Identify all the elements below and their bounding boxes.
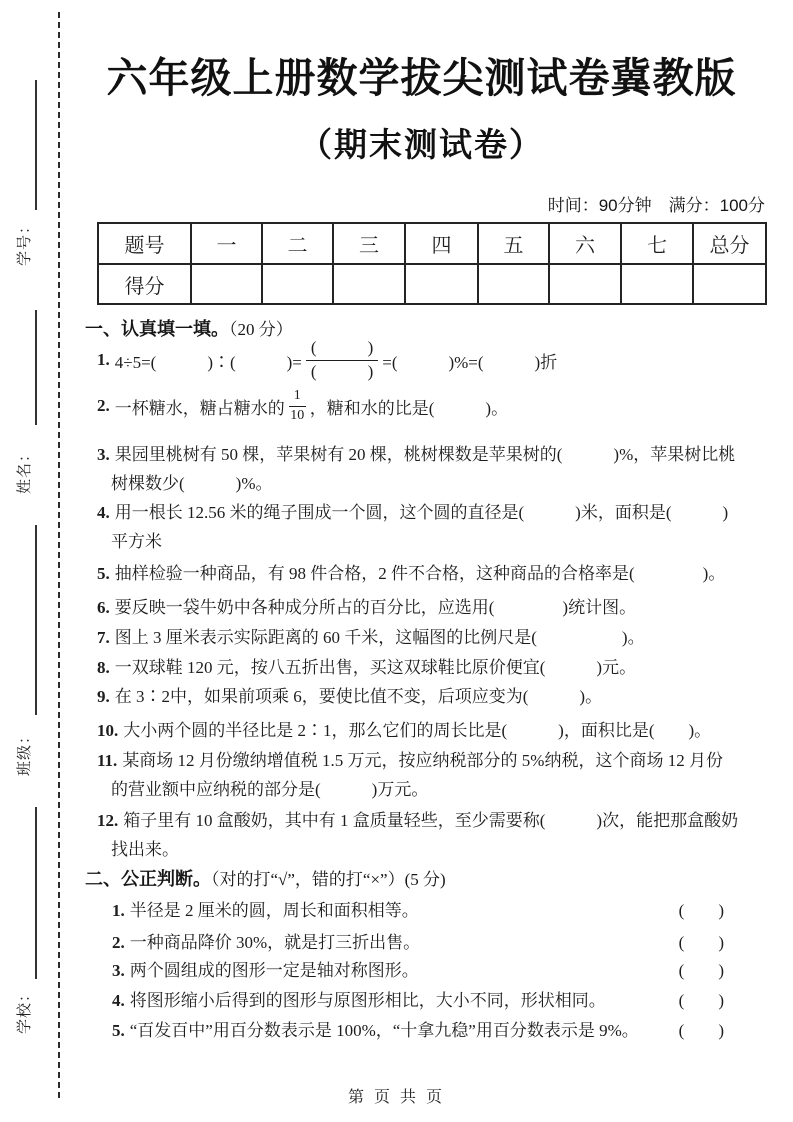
score-table-header-cell: 七: [621, 223, 693, 264]
question-text: =( )%=( )折: [382, 352, 558, 372]
question-11: [97, 746, 723, 804]
question-8: [97, 653, 636, 678]
page-title: 六年级上册数学拔尖测试卷冀教版: [106, 55, 737, 101]
exam-time-and-score: 时间：90分钟 满分：100分: [547, 196, 765, 215]
question-number: 3.: [112, 961, 125, 980]
judgment-item-4: [112, 986, 724, 1011]
score-table-header-cell: 一: [191, 223, 262, 264]
student-name-label: 姓名：: [17, 446, 33, 495]
question-number: 1.: [97, 350, 110, 369]
score-table-header-cell: 五: [478, 223, 549, 264]
score-table-header-row: [98, 223, 766, 264]
class-label: 班级：: [17, 728, 33, 777]
fraction-denominator: ( ): [310, 361, 374, 381]
question-number: 3.: [97, 445, 110, 464]
question-text: 在 3∶2中，如果前项乘 6，要使比值不变，后项应变为( )。: [114, 687, 603, 706]
question-text: 要反映一袋牛奶中各种成分所占的百分比，应选用( )统计图。: [114, 598, 637, 617]
class-writing-line: [35, 525, 37, 715]
question-line: 的营业额中应纳税的部分是( )万元。: [111, 780, 429, 799]
score-table-header-cell: 六: [549, 223, 621, 264]
question-text: 箱子里有 10 盒酸奶，其中有 1 盒质量轻些，至少需要称( )次，能把那盒酸奶: [123, 811, 739, 830]
answer-blank: ( ): [678, 961, 724, 980]
score-cell: [262, 264, 333, 304]
score-table-header-cell: 总分: [693, 223, 766, 264]
score-cell: [405, 264, 478, 304]
judgment-item-3: [112, 956, 724, 981]
question-text: 大小两个圆的半径比是 2∶1，那么它们的周长比是( )，面积比是( )。: [123, 721, 712, 740]
question-9: [97, 682, 602, 707]
score-table-header-cell: 三: [333, 223, 405, 264]
judgment-text: [112, 896, 419, 921]
fraction-blank: [306, 338, 378, 382]
score-cell: [693, 264, 766, 304]
question-number: 9.: [97, 687, 110, 706]
score-cell: [621, 264, 693, 304]
score-cell: [191, 264, 262, 304]
score-table-header-cell: 四: [405, 223, 478, 264]
section-2-heading: [85, 865, 446, 891]
question-number: 7.: [97, 628, 110, 647]
judgment-item-5: [112, 1016, 724, 1041]
judgment-text: [112, 1016, 639, 1041]
answer-blank: ( ): [678, 1021, 724, 1040]
question-number: 5.: [97, 564, 110, 583]
score-table-score-row: [98, 264, 766, 304]
question-number: 2.: [112, 933, 125, 952]
fraction-denominator: 10: [290, 407, 305, 423]
section-2-note: （对的打“√”，错的打“×”）(5 分): [211, 870, 446, 889]
question-7: [97, 623, 645, 648]
question-text: 抽样检验一种商品，有 98 件合格，2 件不合格，这种商品的合格率是( )。: [114, 564, 726, 583]
question-line: [97, 746, 723, 775]
student-id-label: 学号：: [17, 218, 33, 267]
question-2: [97, 384, 508, 428]
question-text: 4÷5=( )∶( )=: [114, 352, 302, 372]
judgment-statement: 半径是 2 厘米的圆，周长和面积相等。: [129, 901, 419, 920]
score-cell: [478, 264, 549, 304]
question-number: 4.: [112, 991, 125, 1010]
question-1: [97, 334, 557, 386]
question-12: [97, 806, 738, 864]
page-subtitle: （期末测试卷）: [299, 126, 544, 163]
question-number: 8.: [97, 658, 110, 677]
section-2-title: 二、公正判断。: [85, 869, 211, 889]
answer-blank: ( ): [678, 991, 724, 1010]
score-cell: [333, 264, 405, 304]
judgment-text: [112, 956, 419, 981]
school-label: 学校：: [17, 986, 33, 1035]
question-line: [97, 440, 735, 469]
school-writing-line: [35, 807, 37, 979]
question-text: 某商场 12 月份缴纳增值税 1.5 万元，按应纳税部分的 5%纳税，这个商场 12 月份: [122, 751, 723, 770]
score-cell: [549, 264, 621, 304]
question-number: 11.: [97, 751, 118, 770]
question-number: 10.: [97, 721, 119, 740]
answer-blank: ( ): [678, 933, 724, 952]
question-text: 用一根长 12.56 米的绳子围成一个圆，这个圆的直径是( )米，面积是( ): [114, 503, 729, 522]
judgment-statement: 将图形缩小后得到的图形与原图形相比，大小不同，形状相同。: [129, 991, 606, 1010]
question-6: [97, 593, 636, 618]
question-number: 6.: [97, 598, 110, 617]
question-number: 1.: [112, 901, 125, 920]
score-table-header-cell: 二: [262, 223, 333, 264]
judgment-text: [112, 928, 420, 953]
student-id-writing-line: [35, 80, 37, 210]
question-text: 一杯糖水，糖占糖水的: [114, 398, 285, 418]
question-3: [97, 440, 735, 498]
question-line: [97, 498, 728, 527]
question-number: 4.: [97, 503, 110, 522]
question-line: 树棵数少( )%。: [111, 474, 273, 493]
question-text: 图上 3 厘米表示实际距离的 60 千米，这幅图的比例尺是( )。: [114, 628, 645, 647]
dashed-margin-line: [58, 12, 60, 1098]
question-4: [97, 498, 728, 556]
score-table-header-cell: 题号: [98, 223, 191, 264]
answer-blank: ( ): [678, 901, 724, 920]
question-line: 找出来。: [111, 840, 179, 859]
judgment-statement: 两个圆组成的图形一定是轴对称图形。: [129, 961, 419, 980]
judgment-text: [112, 986, 606, 1011]
question-number: 12.: [97, 811, 119, 830]
question-text: 一双球鞋 120 元，按八五折出售，买这双球鞋比原价便宜( )元。: [114, 658, 637, 677]
question-line: [97, 806, 738, 835]
question-text: 果园里桃树有 50 棵，苹果树有 20 棵，桃树棵数是苹果树的( )%，苹果树比桃: [114, 445, 736, 464]
judgment-item-1: [112, 896, 724, 921]
judgment-item-2: [112, 928, 724, 953]
question-text: ，糖和水的比是( )。: [309, 398, 509, 418]
question-10: [97, 716, 711, 741]
page-footer: 第 页 共 页: [347, 1089, 445, 1106]
question-line: 平方米: [111, 532, 162, 551]
score-row-label: 得分: [98, 264, 191, 304]
section-1-points: （20 分）: [229, 320, 293, 339]
question-number: 2.: [97, 396, 110, 415]
judgment-statement: 一种商品降价 30%，就是打三折出售。: [129, 933, 421, 952]
fraction: [289, 388, 306, 423]
fraction-numerator: 1: [289, 388, 306, 406]
question-number: 5.: [112, 1021, 125, 1040]
score-table: [97, 222, 767, 305]
section-1-title: 一、认真填一填。: [85, 319, 229, 339]
fraction-numerator: ( ): [306, 338, 378, 360]
question-5: [97, 559, 725, 584]
student-name-writing-line: [35, 310, 37, 425]
judgment-statement: “百发百中”用百分数表示是 100%，“十拿九稳”用百分数表示是 9%。: [129, 1021, 639, 1040]
